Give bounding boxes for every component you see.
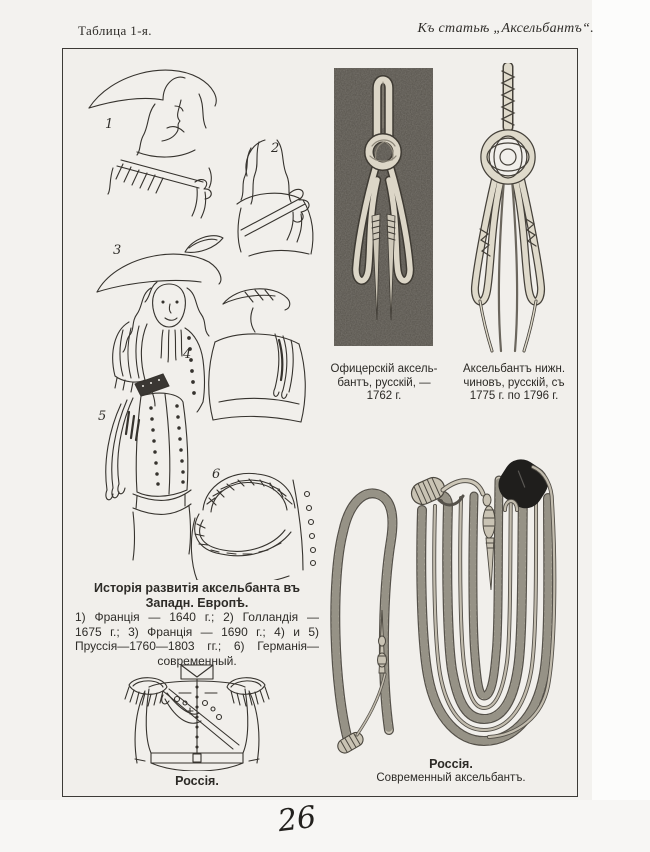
figure-5-sketch [106,374,191,560]
figure-6-sketch [191,473,315,580]
history-body-line: 1675 г.; 3) Франція — 1690 г.; 4) и 5) [75,624,319,639]
modern-caption-subtitle: Современный аксельбантъ. [376,771,526,784]
officer-caption-line: Офицерскій аксель- [330,363,438,375]
modern-aiguillette-drawing [319,448,581,756]
history-body-line: Пруссія—1760—1803 гг.; 6) Германія— [75,639,319,653]
upward-aglet [357,610,387,735]
russia-uniform-drawing [101,659,293,771]
figure-2-number: 2 [271,141,280,156]
scan-margin-right [592,0,650,852]
history-title-line: Исторія развитія аксельбанта въ [94,581,300,595]
plate-frame [62,48,578,797]
history-body-line: 1) Франція — 1640 г.; 2) Голландія — [75,610,319,624]
figure-3-number: 3 [113,243,122,258]
handwritten-page-number: 26 [275,799,319,840]
lower-ranks-caption-line: Аксельбантъ нижн. [462,363,566,375]
figure-5-number: 5 [98,409,107,424]
history-sketches-drawing [65,52,318,580]
plate-label: Таблица 1-я. [78,23,152,38]
figure-4-number: 4 [183,347,192,362]
figure-4-sketch [209,289,306,422]
lower-ranks-aiguillette-drawing [449,63,576,353]
figure-1-number: 1 [105,117,114,132]
history-body-line: современный. [157,653,237,668]
lower-ranks-caption-line: 1775 г. по 1796 г. [469,390,559,402]
lower-ranks-caption [453,363,575,404]
left-braided-loop [335,493,392,744]
figure-1-sketch [89,70,216,218]
article-reference: Къ статьѣ „Аксельбантъ“. [417,21,594,36]
modern-caption-title: Россія. [429,757,473,771]
russia-uniform-caption-text: Россія. [175,774,219,788]
history-title-line: Западн. Европѣ. [145,595,249,610]
hanging-aglet [483,494,495,590]
officer-aiguillette-photo [334,68,433,346]
lower-ranks-caption-line: чиновъ, русскій, съ [463,376,565,389]
officer-caption-line: бантъ, русскій, — [337,376,431,389]
figure-2-sketch [237,140,313,256]
officer-caption [329,363,439,404]
modern-caption [321,758,581,785]
history-caption-block [75,581,319,668]
russia-uniform-caption [101,775,293,789]
officer-caption-line: 1762 г. [366,390,402,402]
figure-6-number: 6 [212,467,221,482]
